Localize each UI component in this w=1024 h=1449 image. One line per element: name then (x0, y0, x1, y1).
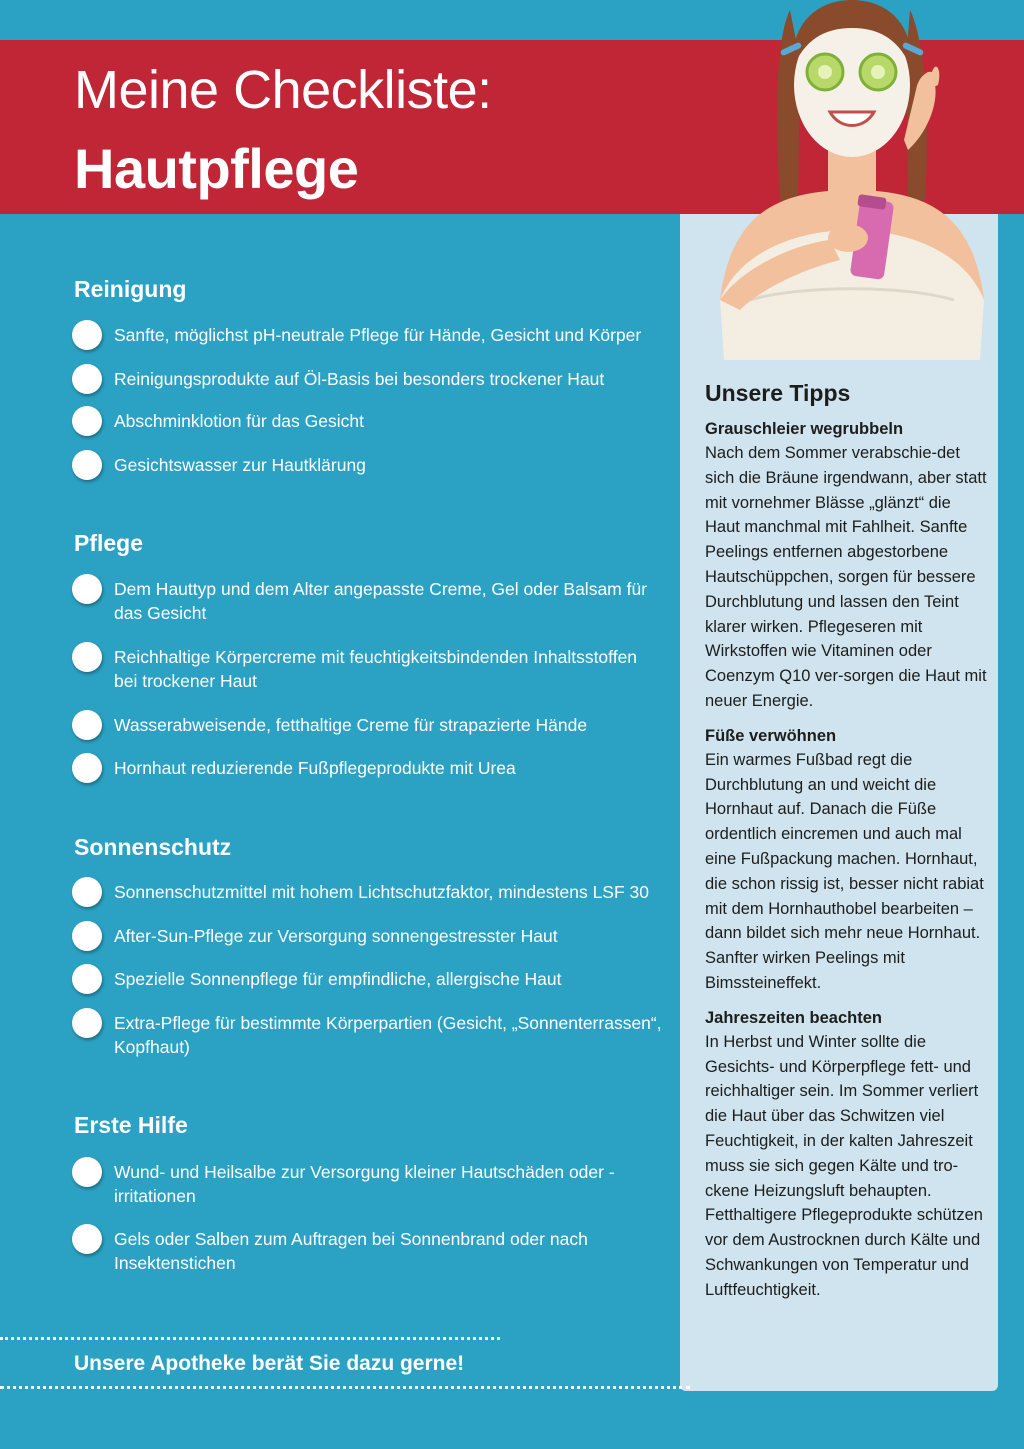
section-title-reinigung: Reinigung (74, 276, 187, 302)
checklist-item-text: Gesichtswasser zur Hautklärung (114, 455, 366, 475)
checkbox-circle[interactable] (72, 1224, 102, 1254)
checkbox-circle[interactable] (72, 450, 102, 480)
checklist-item-text: Gels oder Salben zum Auftragen bei Sonnenbrand oder nach Insektenstichen (114, 1229, 588, 1273)
checkbox-circle[interactable] (72, 406, 102, 436)
section-title-erste-hilfe: Erste Hilfe (74, 1112, 188, 1138)
tips-heading: Unsere Tipps (705, 380, 851, 406)
section-title-pflege: Pflege (74, 530, 144, 556)
page-subtitle: Hautpflege (74, 137, 359, 200)
checklist-item-text: Hornhaut reduzierende Fußpflegeprodukte mit Urea (114, 758, 516, 778)
woman-facemask-illustration (680, 0, 1024, 360)
checkbox-circle[interactable] (72, 710, 102, 740)
checkbox-circle[interactable] (72, 320, 102, 350)
page-title: Meine Checkliste: (74, 60, 492, 120)
checklist-item-text: Sonnenschutzmittel mit hohem Lichtschutzfaktor, mindestens LSF 30 (114, 882, 649, 902)
tip-body: Ein warmes Fußbad regt die Durchblutung an und weicht die Hornhaut auf. Danach die Füße ordentlich eincremen und auch mal eine Fußpackung machen. Hornhaut, die schon rissig ist, besser nicht rabiat mit dem Hornhauthobel bearbeiten – dann bildet sich mehr neue Hornhaut. Sanfter wirken Peelings mit Bimssteineffekt. (705, 750, 984, 992)
checkbox-circle[interactable] (72, 1008, 102, 1038)
checkbox-circle[interactable] (72, 364, 102, 394)
checklist-item-text: Reinigungsprodukte auf Öl-Basis bei besonders trockener Haut (114, 369, 605, 389)
checkbox-circle[interactable] (72, 921, 102, 951)
checklist-item-text: Extra-Pflege für bestimmte Körperpartien (Gesicht, „Sonnenterrassen“, Kopfhaut) (114, 1013, 662, 1057)
checkbox-circle[interactable] (72, 574, 102, 604)
checklist-item-text: Reichhaltige Körpercreme mit feuchtigkeitsbindenden Inhaltsstoffen bei trockener Haut (114, 647, 638, 691)
checklist-item-text: Wund- und Heilsalbe zur Versorgung kleiner Hautschäden oder -irritationen (114, 1162, 615, 1206)
tip-title: Füße verwöhnen (705, 726, 837, 745)
checklist-item-text: Wasserabweisende, fetthaltige Creme für strapazierte Hände (114, 715, 588, 735)
checkbox-circle[interactable] (72, 1157, 102, 1187)
dotted-divider-bottom (0, 1386, 690, 1389)
checkbox-circle[interactable] (72, 964, 102, 994)
checklist-item-text: Spezielle Sonnenpflege für empfindliche, allergische Haut (114, 969, 562, 989)
checklist-item-text: Abschminklotion für das Gesicht (114, 411, 364, 431)
checklist-item-text: Sanfte, möglichst pH-neutrale Pflege für Hände, Gesicht und Körper (114, 325, 642, 345)
footer-note: Unsere Apotheke berät Sie dazu gerne! (74, 1352, 465, 1375)
checkbox-circle[interactable] (72, 642, 102, 672)
tip-title: Jahreszeiten beachten (705, 1008, 882, 1027)
tip-body: In Herbst und Winter sollte die Gesichts- und Körperpflege fett- und reichhaltiger sein. Im Sommer verliert die Haut über das Schwitzen viel Feuchtigkeit, in der kalten Jahreszeit muss sie sich gegen Kälte und tro-ckene Heizungsluft behaupten. Fetthaltigere Pflegeprodukte schützen vor dem Austrocknen durch Kälte und Schwankungen von Temperatur und Luftfeuchtigkeit. (705, 1032, 983, 1299)
checklist-item-text: After-Sun-Pflege zur Versorgung sonnengestresster Haut (114, 926, 558, 946)
checkbox-circle[interactable] (72, 753, 102, 783)
tips-content (705, 380, 990, 1313)
dotted-divider-top (0, 1337, 500, 1340)
tip-title: Grauschleier wegrubbeln (705, 420, 904, 438)
tip-body: Nach dem Sommer verabschie-det sich die Bräune irgendwann, aber statt mit vornehmer Blässe „glänzt“ die Haut manchmal mit Fahlheit. Sanfte Peelings entfernen abgestorbene Hautschüppchen, sorgen für bessere Durchblutung und lassen den Teint klarer wirken. Pflegeseren mit Wirkstoffen wie Vitaminen oder Coenzym Q10 ver-sorgen die Haut mit neuer Energie. (705, 444, 987, 710)
checklist-item-text: Dem Hauttyp und dem Alter angepasste Creme, Gel oder Balsam für das Gesicht (114, 579, 648, 623)
checkbox-circle[interactable] (72, 877, 102, 907)
section-title-sonnenschutz: Sonnenschutz (74, 834, 232, 860)
